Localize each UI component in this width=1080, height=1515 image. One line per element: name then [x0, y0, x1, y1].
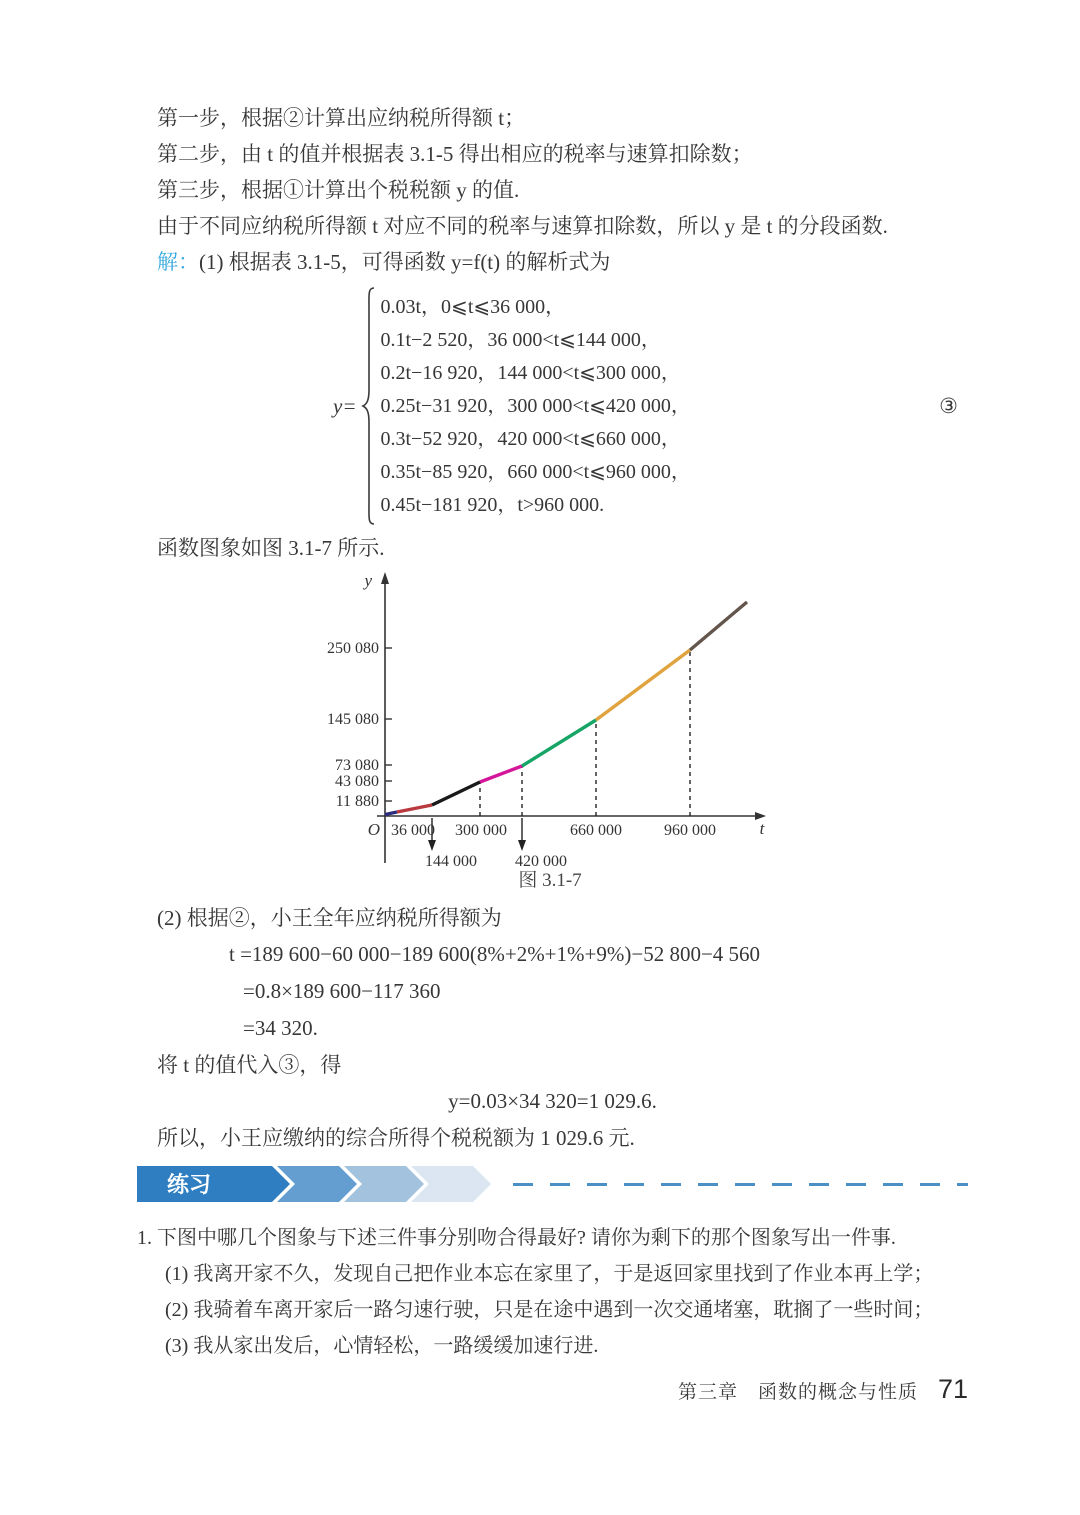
x-tick-label-144000: 144 000 [425, 853, 477, 868]
equation-t-line2: =0.8×189 600−117 360 [243, 979, 441, 1003]
exercise-section [137, 1220, 968, 1364]
down-arrow-head-icon [518, 840, 526, 851]
x-axis-label: t [759, 819, 765, 838]
dashed-rule [513, 1183, 968, 1186]
y-tick-label-145080: 145 080 [327, 711, 379, 728]
piecewise-case-1: 0.03t，0⩽t⩽36 000， [380, 295, 566, 318]
y-axis-arrow-icon [381, 572, 389, 584]
equation-lhs: y= [333, 393, 357, 418]
y-tick-label-43080: 43 080 [335, 773, 379, 790]
x-tick-label-420000: 420 000 [515, 853, 567, 868]
piecewise-case-2: 0.1t−2 520，36 000<t⩽144 000， [380, 328, 661, 351]
step-line-1: 第一步，根据②计算出应纳税所得额 t； [157, 106, 526, 130]
figure-3-1-7 [300, 568, 800, 894]
banner-chevron-1 [137, 1166, 290, 1202]
exercise-subitem-2: (2) 我骑着车离开家后一路匀速行驶，只是在途中遇到一次交通堵塞，耽搁了一些时间； [165, 1299, 934, 1321]
solution-label: 解： [157, 250, 199, 274]
y-tick-label-250080: 250 080 [327, 640, 379, 657]
piecewise-cases [381, 291, 691, 522]
piecewise-function-chart [300, 568, 800, 868]
curve-segment-3 [432, 782, 480, 805]
chapter-title: 第三章 函数的概念与性质 [677, 1382, 918, 1403]
step-line-3: 第三步，根据①计算出个税税额 y 的值. [157, 178, 520, 202]
y-tick-label-73080: 73 080 [335, 757, 379, 774]
piecewise-case-5: 0.3t−52 920，420 000<t⩽660 000， [380, 427, 681, 450]
page-number: 71 [937, 1374, 968, 1404]
piecewise-case-6: 0.35t−85 920，660 000<t⩽960 000， [380, 460, 691, 483]
piecewise-case-7: 0.45t−181 920，t>960 000. [380, 493, 605, 516]
conclusion-line: 所以，小王应缴纳的综合所得个税税额为 1 029.6 元. [157, 1126, 635, 1150]
step-line-2: 第二步，由 t 的值并根据表 3.1-5 得出相应的税率与速算扣除数； [157, 142, 753, 166]
piecewise-equation-block [333, 286, 968, 526]
down-arrow-head-icon [428, 840, 436, 851]
equation-y-result: y=0.03×34 320=1 029.6. [448, 1089, 657, 1113]
page-footer [678, 1374, 968, 1405]
equation-number-3: ③ [939, 393, 958, 418]
solution-intro-text: (1) 根据表 3.1-5，可得函数 y=f(t) 的解析式为 [199, 250, 611, 274]
y-axis-label: y [364, 571, 372, 590]
curve-segment-5 [522, 720, 596, 766]
solution-intro-line [137, 244, 968, 280]
piecewise-case-3: 0.2t−16 920，144 000<t⩽300 000， [380, 361, 681, 384]
exercise-banner-row [137, 1164, 968, 1204]
equation-t-line3: =34 320. [243, 1016, 318, 1040]
curve-segment-6 [596, 650, 690, 720]
x-tick-label-36000: 36 000 [391, 822, 435, 839]
substitute-line: 将 t 的值代入③，得 [157, 1053, 342, 1077]
figure-intro-line: 函数图象如图 3.1-7 所示. [157, 536, 385, 560]
curve-segment-2 [397, 805, 432, 812]
page-content [137, 100, 968, 1364]
reasoning-line: 由于不同应纳税所得额 t 对应不同的税率与速算扣除数，所以 y 是 t 的分段函数. [157, 214, 888, 238]
origin-label: O [367, 820, 380, 839]
figure-caption: 图 3.1-7 [518, 870, 582, 891]
curve-segment-4 [480, 766, 522, 782]
x-tick-label-960000: 960 000 [664, 822, 716, 839]
equation-t-line1: t =189 600−60 000−189 600(8%+2%+1%+9%)−52 800−4 560 [229, 942, 761, 966]
exercise-subitem-1: (1) 我离开家不久，发现自己把作业本忘在家里了，于是返回家里找到了作业本再上学； [165, 1263, 934, 1285]
exercise-question-1: 1. 下图中哪几个图象与下述三件事分别吻合得最好? 请你为剩下的那个图象写出一件事. [137, 1227, 896, 1249]
curve-segment-7 [690, 602, 747, 650]
brace-icon [361, 286, 377, 526]
x-tick-label-300000: 300 000 [455, 822, 507, 839]
x-tick-label-660000: 660 000 [570, 822, 622, 839]
part2-heading: (2) 根据②，小王全年应纳税所得额为 [157, 906, 502, 930]
y-tick-label-11880: 11 880 [335, 793, 379, 810]
exercise-banner [137, 1164, 497, 1204]
exercise-banner-label: 练习 [167, 1172, 212, 1197]
curve-segment-1 [385, 812, 397, 815]
exercise-subitem-3: (3) 我从家出发后，心情轻松，一路缓缓加速行进. [165, 1335, 599, 1357]
piecewise-case-4: 0.25t−31 920，300 000<t⩽420 000， [380, 394, 691, 417]
